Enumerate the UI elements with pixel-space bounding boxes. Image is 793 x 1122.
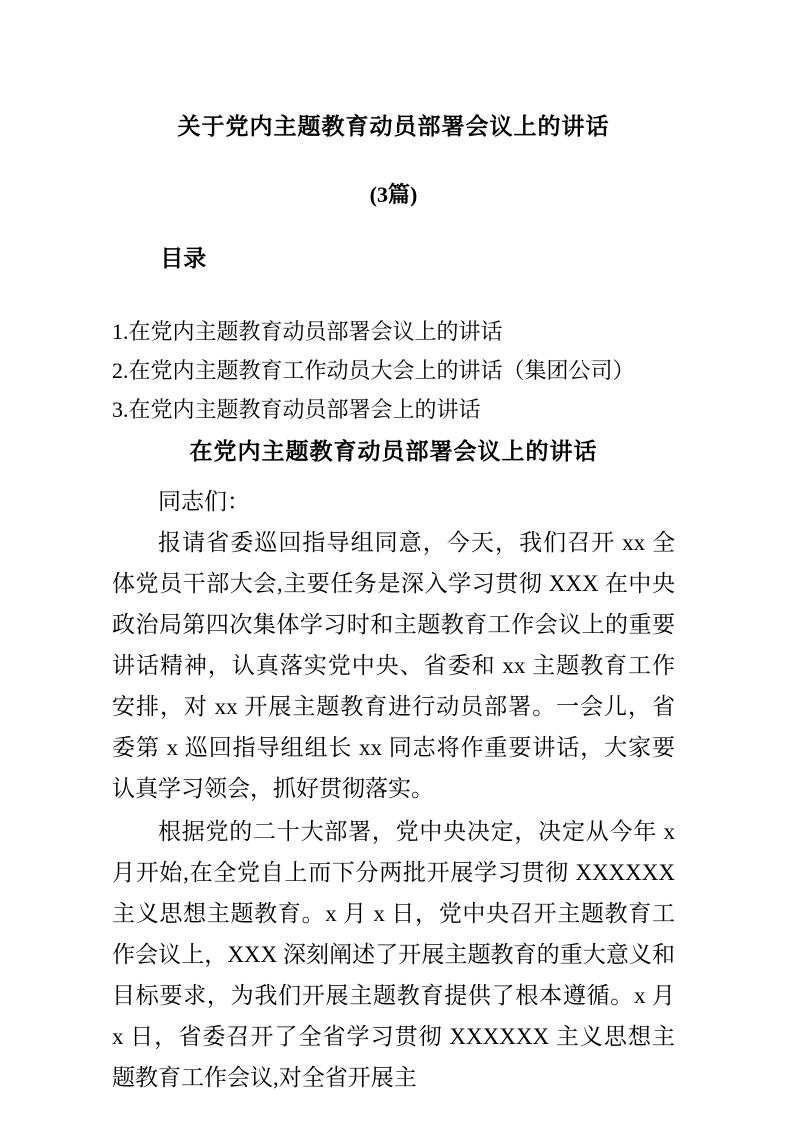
doc-title: 关于党内主题教育动员部署会议上的讲话 bbox=[177, 114, 610, 139]
toc-item-1: 1.在党内主题教育动员部署会议上的讲话 bbox=[112, 319, 503, 344]
section-heading: 在党内主题教育动员部署会议上的讲话 bbox=[189, 439, 598, 464]
doc-subtitle: (3篇) bbox=[369, 182, 418, 207]
toc-heading: 目录 bbox=[160, 246, 207, 271]
table-of-contents bbox=[112, 312, 675, 429]
toc-item-3: 3.在党内主题教育动员部署会上的讲话 bbox=[112, 397, 481, 422]
body-paragraph-2: 根据党的二十大部署，党中央决定，决定从今年 x 月开始,在全党自上而下分两批开展学习贯彻 XXXXXX 主义思想主题教育。x 月 x 日，党中央召开主题教育工作会议上，XXX 深刻阐述了开展主题教育的重大意义和目标要求，为我们开展主题教育提供了根本遵循。x 月 x 日，省委召开了全省学习贯彻 XXXXXX 主义思想主题教育工作会议,对全省开展主 bbox=[112, 819, 675, 1090]
toc-item-2: 2.在党内主题教育工作动员大会上的讲话（集团公司） bbox=[112, 358, 635, 383]
salutation-paragraph: 同志们： bbox=[158, 489, 250, 514]
body-paragraph-1: 报请省委巡回指导组同意，今天，我们召开 xx 全体党员干部大会,主要任务是深入学习贯彻 XXX 在中央政治局第四次集体学习时和主题教育工作会议上的重要讲话精神，认真落实党中央、省委和 xx 主题教育工作安排，对 xx 开展主题教育进行动员部署。一会儿，省委第 x 巡回指导组组长 xx 同志将作重要讲话，大家要认真学习领会，抓好贯彻落实。 bbox=[112, 530, 675, 801]
